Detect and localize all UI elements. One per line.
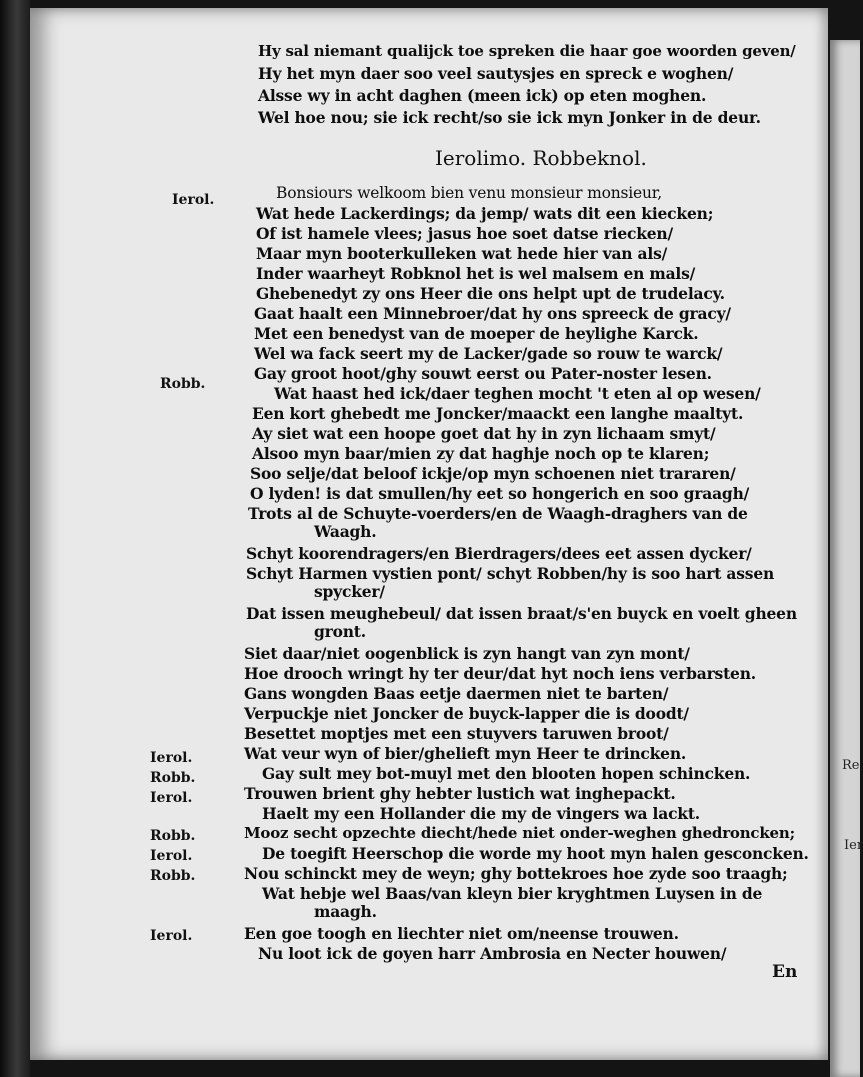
speaker-label: Robb. [160, 376, 206, 392]
verse-line: Hy sal niemant qualijck toe spreken die haar goe woorden geven/ [258, 42, 796, 60]
verse-line: Een goe toogh en liechter niet om/neense trouwen. [244, 924, 679, 943]
verse-line: Bonsiours welkoom bien venu monsieur monsieur, [276, 184, 663, 202]
verse-line: spycker/ [314, 582, 385, 601]
scene-heading: Ierolimo. Robbeknol. [435, 146, 647, 170]
verse-line: Gans wongden Baas eetje daermen niet te barten/ [244, 684, 669, 703]
verse-line: Wat hebje wel Baas/van kleyn bier kryghtmen Luysen in de [262, 884, 763, 903]
verse-line: Besettet moptjes met een stuyvers taruwen broot/ [244, 724, 669, 743]
verse-line: Wel wa fack seert my de Lacker/gade so rouw te warck/ [254, 344, 723, 363]
catchword: En [772, 962, 798, 982]
verse-line: Dat issen meughebeul/ dat issen braat/s'en buyck en voelt gheen [246, 604, 797, 623]
verse-line: Mooz secht opzechte diecht/hede niet onder-weghen ghedroncken; [244, 824, 795, 842]
verse-line: Alsoo myn baar/mien zy dat haghje noch op te klaren; [252, 444, 710, 463]
verse-line: Wel hoe nou; sie ick recht/so sie ick myn Jonker in de deur. [258, 108, 761, 127]
verse-line: Waagh. [314, 522, 377, 541]
speaker-label: Ierol. [150, 848, 193, 864]
verse-line: Trouwen brient ghy hebter lustich wat inghepackt. [244, 784, 676, 803]
verse-line: Haelt my een Hollander die my de vingers wa lackt. [262, 804, 701, 823]
verse-line: De toegift Heerschop die worde my hoot myn halen gesconcken. [262, 844, 809, 863]
verse-line: maagh. [314, 902, 377, 921]
verse-line: Gay groot hoot/ghy souwt eerst ou Pater-noster lesen. [254, 364, 712, 383]
book-binding-edge [0, 0, 30, 1077]
facing-page-fragment: Ier [844, 838, 863, 853]
speaker-label: Robb. [150, 828, 196, 844]
verse-line: Een kort ghebedt me Joncker/maackt een langhe maaltyt. [252, 404, 744, 423]
verse-line: Schyt Harmen vystien pont/ schyt Robben/hy is soo hart assen [246, 564, 775, 583]
verse-line: Gay sult mey bot-muyl met den blooten hopen schincken. [262, 764, 751, 783]
verse-line: Hy het myn daer soo veel sautysjes en spreck e woghen/ [258, 64, 734, 83]
verse-line: Met een benedyst van de moeper de heylighe Karck. [254, 324, 699, 343]
speaker-label: Ierol. [172, 192, 215, 208]
verse-line: Wat haast hed ick/daer teghen mocht 't eten al op wesen/ [274, 384, 761, 403]
verse-line: Hoe drooch wringt hy ter deur/dat hyt noch iens verbarsten. [244, 664, 756, 683]
verse-line: O lyden! is dat smullen/hy eet so hongerich en soo graagh/ [250, 484, 750, 503]
verse-line: Gaat haalt een Minnebroer/dat hy ons spreeck de gracy/ [254, 304, 731, 323]
speaker-label: Ierol. [150, 928, 193, 944]
verse-line: gront. [314, 622, 366, 641]
verse-line: Of ist hamele vlees; jasus hoe soet datse riecken/ [256, 224, 673, 243]
verse-line: Siet daar/niet oogenblick is zyn hangt van zyn mont/ [244, 644, 690, 663]
verse-line: Ay siet wat een hoope goet dat hy in zyn lichaam smyt/ [252, 424, 716, 443]
verse-line: Wat hede Lackerdings; da jemp/ wats dit een kiecken; [256, 204, 714, 223]
verse-line: Verpuckje niet Joncker de buyck-lapper die is doodt/ [244, 704, 689, 723]
verse-line: Nu loot ick de goyen harr Ambrosia en Necter houwen/ [258, 944, 727, 963]
verse-line: Maar myn booterkulleken wat hede hier van als/ [256, 244, 668, 263]
verse-line: Soo selje/dat beloof ickje/op myn schoenen niet trararen/ [250, 464, 736, 483]
verse-line: Alsse wy in acht daghen (meen ick) op eten moghen. [258, 86, 707, 105]
verse-line: Ghebenedyt zy ons Heer die ons helpt upt de trudelacy. [256, 284, 725, 303]
verse-line: Nou schinckt mey de weyn; ghy bottekroes hoe zyde soo traagh; [244, 864, 788, 883]
facing-page-fragment: Re [842, 758, 860, 773]
speaker-label: Robb. [150, 770, 196, 786]
verse-line: Inder waarheyt Robknol het is wel malsem en mals/ [256, 264, 696, 283]
speaker-label: Ierol. [150, 790, 193, 806]
verse-line: Schyt koorendragers/en Bierdragers/dees eet assen dycker/ [246, 544, 752, 563]
verse-line: Trots al de Schuyte-voerders/en de Waagh-draghers van de [248, 504, 748, 523]
speaker-label: Robb. [150, 868, 196, 884]
speaker-label: Ierol. [150, 750, 193, 766]
verse-line: Wat veur wyn of bier/ghelieft myn Heer te drincken. [244, 744, 687, 763]
facing-page-edge [830, 40, 863, 1077]
